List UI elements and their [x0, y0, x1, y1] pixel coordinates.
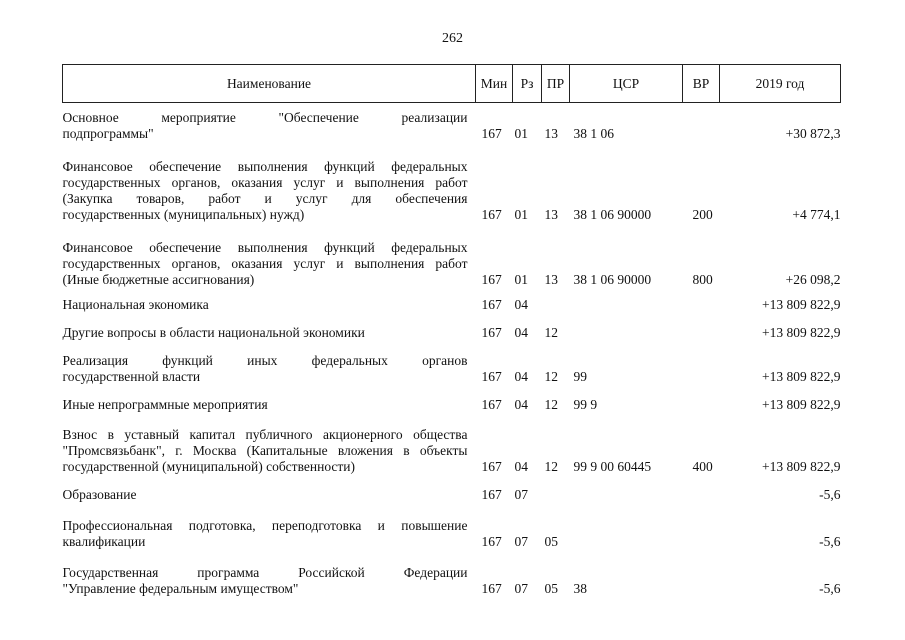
row-min: 167 — [481, 487, 502, 502]
row-spacer-cell — [63, 142, 841, 159]
row-vr: 200 — [692, 207, 713, 222]
row-pr — [542, 297, 570, 313]
row-vr — [683, 325, 720, 341]
row-name-line: государственных органов, оказания услуг и выполнения работ — [62, 256, 468, 271]
row-amount: +13 809 822,9 — [762, 325, 841, 340]
row-spacer-cell — [63, 288, 841, 297]
row-vr — [683, 518, 720, 550]
row-vr: 800 — [692, 272, 713, 287]
row-amount: -5,6 — [819, 534, 841, 549]
row-spacer-cell — [63, 413, 841, 427]
row-min: 167 — [481, 126, 502, 141]
row-vr — [683, 565, 720, 597]
row-spacer — [63, 288, 841, 297]
row-min: 167 — [481, 459, 502, 474]
row-spacer — [63, 341, 841, 353]
row-spacer — [63, 142, 841, 159]
header-rz: Рз — [513, 65, 542, 103]
row-amount: +13 809 822,9 — [762, 297, 841, 312]
row-amount: +13 809 822,9 — [762, 459, 841, 474]
row-name-cell — [63, 240, 476, 288]
row-name-line: Реализация функций иных федеральных органов — [62, 353, 468, 368]
row-name-cell — [63, 518, 476, 550]
row-min: 167 — [481, 325, 502, 340]
row-name-line: (Закупка товаров, работ и услуг для обеспечения — [62, 191, 468, 206]
row-pr: 12 — [544, 459, 558, 474]
table-row — [63, 518, 841, 550]
row-rz: 04 — [514, 369, 528, 384]
table-row — [63, 353, 841, 385]
row-pr: 12 — [544, 325, 558, 340]
row-pr: 13 — [544, 272, 558, 287]
row-rz: 01 — [514, 207, 528, 222]
row-min: 167 — [481, 297, 502, 312]
row-min: 167 — [481, 581, 502, 596]
row-pr: 12 — [544, 397, 558, 412]
row-rz: 04 — [514, 459, 528, 474]
row-spacer — [63, 385, 841, 397]
row-pr: 13 — [544, 207, 558, 222]
row-rz: 04 — [514, 397, 528, 412]
table-row — [63, 297, 841, 313]
row-spacer — [63, 550, 841, 565]
row-rz: 07 — [514, 534, 528, 549]
row-min: 167 — [481, 397, 502, 412]
row-spacer — [63, 223, 841, 240]
header-min: Мин — [476, 65, 513, 103]
row-name-line: "Промсвязьбанк", г. Москва (Капитальные вложения в объекты — [62, 443, 468, 458]
row-spacer-cell — [63, 475, 841, 487]
row-csr: 38 1 06 90000 — [573, 207, 652, 222]
row-name-line: (Иные бюджетные ассигнования) — [62, 272, 255, 287]
row-csr: 99 — [573, 369, 587, 384]
row-name-line: государственных (муниципальных) нужд) — [62, 207, 305, 222]
row-name-line: Основное мероприятие "Обеспечение реализации — [62, 110, 468, 125]
budget-table — [62, 64, 841, 597]
row-vr — [683, 487, 720, 503]
row-name-line: Другие вопросы в области национальной экономики — [62, 325, 365, 340]
row-amount: +30 872,3 — [785, 126, 841, 141]
row-amount: +4 774,1 — [792, 207, 841, 222]
row-csr — [570, 518, 683, 550]
table-row — [63, 240, 841, 288]
row-name-line: Национальная экономика — [62, 297, 209, 312]
row-vr — [683, 397, 720, 413]
row-csr — [570, 487, 683, 503]
row-csr — [570, 325, 683, 341]
row-rz: 04 — [514, 297, 528, 312]
row-name-line: "Управление федеральным имуществом" — [62, 581, 299, 596]
row-name-line: Финансовое обеспечение выполнения функций федеральных — [62, 159, 468, 174]
row-pr: 05 — [544, 581, 558, 596]
row-min: 167 — [481, 369, 502, 384]
header-pr: ПР — [542, 65, 570, 103]
row-name-line: Образование — [62, 487, 137, 502]
row-name-line: Профессиональная подготовка, переподготовка и повышение — [62, 518, 468, 533]
row-name-cell — [63, 397, 476, 413]
row-vr — [683, 353, 720, 385]
table-row — [63, 427, 841, 475]
table-header-row — [63, 65, 841, 103]
row-pr: 05 — [544, 534, 558, 549]
row-csr: 38 — [573, 581, 587, 596]
row-amount: +13 809 822,9 — [762, 369, 841, 384]
row-amount: -5,6 — [819, 581, 841, 596]
row-vr — [683, 110, 720, 142]
row-pr: 12 — [544, 369, 558, 384]
row-amount: +26 098,2 — [785, 272, 841, 287]
row-name-line: Финансовое обеспечение выполнения функций федеральных — [62, 240, 468, 255]
row-name-cell — [63, 427, 476, 475]
row-rz: 01 — [514, 272, 528, 287]
row-name-cell — [63, 159, 476, 223]
row-rz: 01 — [514, 126, 528, 141]
header-year: 2019 год — [720, 65, 841, 103]
row-spacer-cell — [63, 313, 841, 325]
row-min: 167 — [481, 534, 502, 549]
row-spacer-cell — [63, 385, 841, 397]
row-csr: 99 9 00 60445 — [573, 459, 652, 474]
row-spacer-cell — [63, 103, 841, 111]
row-name-line: Государственная программа Российской Федерации — [62, 565, 468, 580]
row-vr — [683, 297, 720, 313]
row-name-cell — [63, 297, 476, 313]
row-csr: 99 9 — [573, 397, 598, 412]
row-spacer — [63, 475, 841, 487]
row-spacer — [63, 413, 841, 427]
row-name-cell — [63, 325, 476, 341]
row-spacer — [63, 313, 841, 325]
row-name-cell — [63, 110, 476, 142]
row-spacer-cell — [63, 223, 841, 240]
row-min: 167 — [481, 207, 502, 222]
header-vr: ВР — [683, 65, 720, 103]
row-name-cell — [63, 353, 476, 385]
table-row — [63, 159, 841, 223]
row-min: 167 — [481, 272, 502, 287]
row-spacer-cell — [63, 550, 841, 565]
row-rz: 04 — [514, 325, 528, 340]
table-body — [63, 103, 841, 598]
row-vr: 400 — [692, 459, 713, 474]
header-name: Наименование — [63, 65, 476, 103]
row-csr — [570, 297, 683, 313]
table-row — [63, 487, 841, 503]
row-spacer — [63, 103, 841, 111]
row-amount: +13 809 822,9 — [762, 397, 841, 412]
row-spacer-cell — [63, 341, 841, 353]
page-number: 262 — [442, 31, 463, 46]
table-row — [63, 565, 841, 597]
row-spacer — [63, 503, 841, 518]
row-pr — [542, 487, 570, 503]
row-rz: 07 — [514, 487, 528, 502]
header-csr: ЦСР — [570, 65, 683, 103]
row-csr: 38 1 06 90000 — [573, 272, 652, 287]
row-name-cell — [63, 565, 476, 597]
row-name-line: квалификации — [62, 534, 146, 549]
row-pr: 13 — [544, 126, 558, 141]
row-name-line: государственной (муниципальной) собственности) — [62, 459, 356, 474]
row-name-cell — [63, 487, 476, 503]
row-name-line: подпрограммы" — [62, 126, 154, 141]
row-rz: 07 — [514, 581, 528, 596]
row-spacer-cell — [63, 503, 841, 518]
row-amount: -5,6 — [819, 487, 841, 502]
row-name-line: государственной власти — [62, 369, 201, 384]
row-name-line: государственных органов, оказания услуг и выполнения работ — [62, 175, 468, 190]
row-name-line: Взнос в уставный капитал публичного акционерного общества — [62, 427, 468, 442]
table-row — [63, 325, 841, 341]
table-row — [63, 397, 841, 413]
row-csr: 38 1 06 — [573, 126, 614, 141]
table-row — [63, 110, 841, 142]
row-name-line: Иные непрограммные мероприятия — [62, 397, 268, 412]
